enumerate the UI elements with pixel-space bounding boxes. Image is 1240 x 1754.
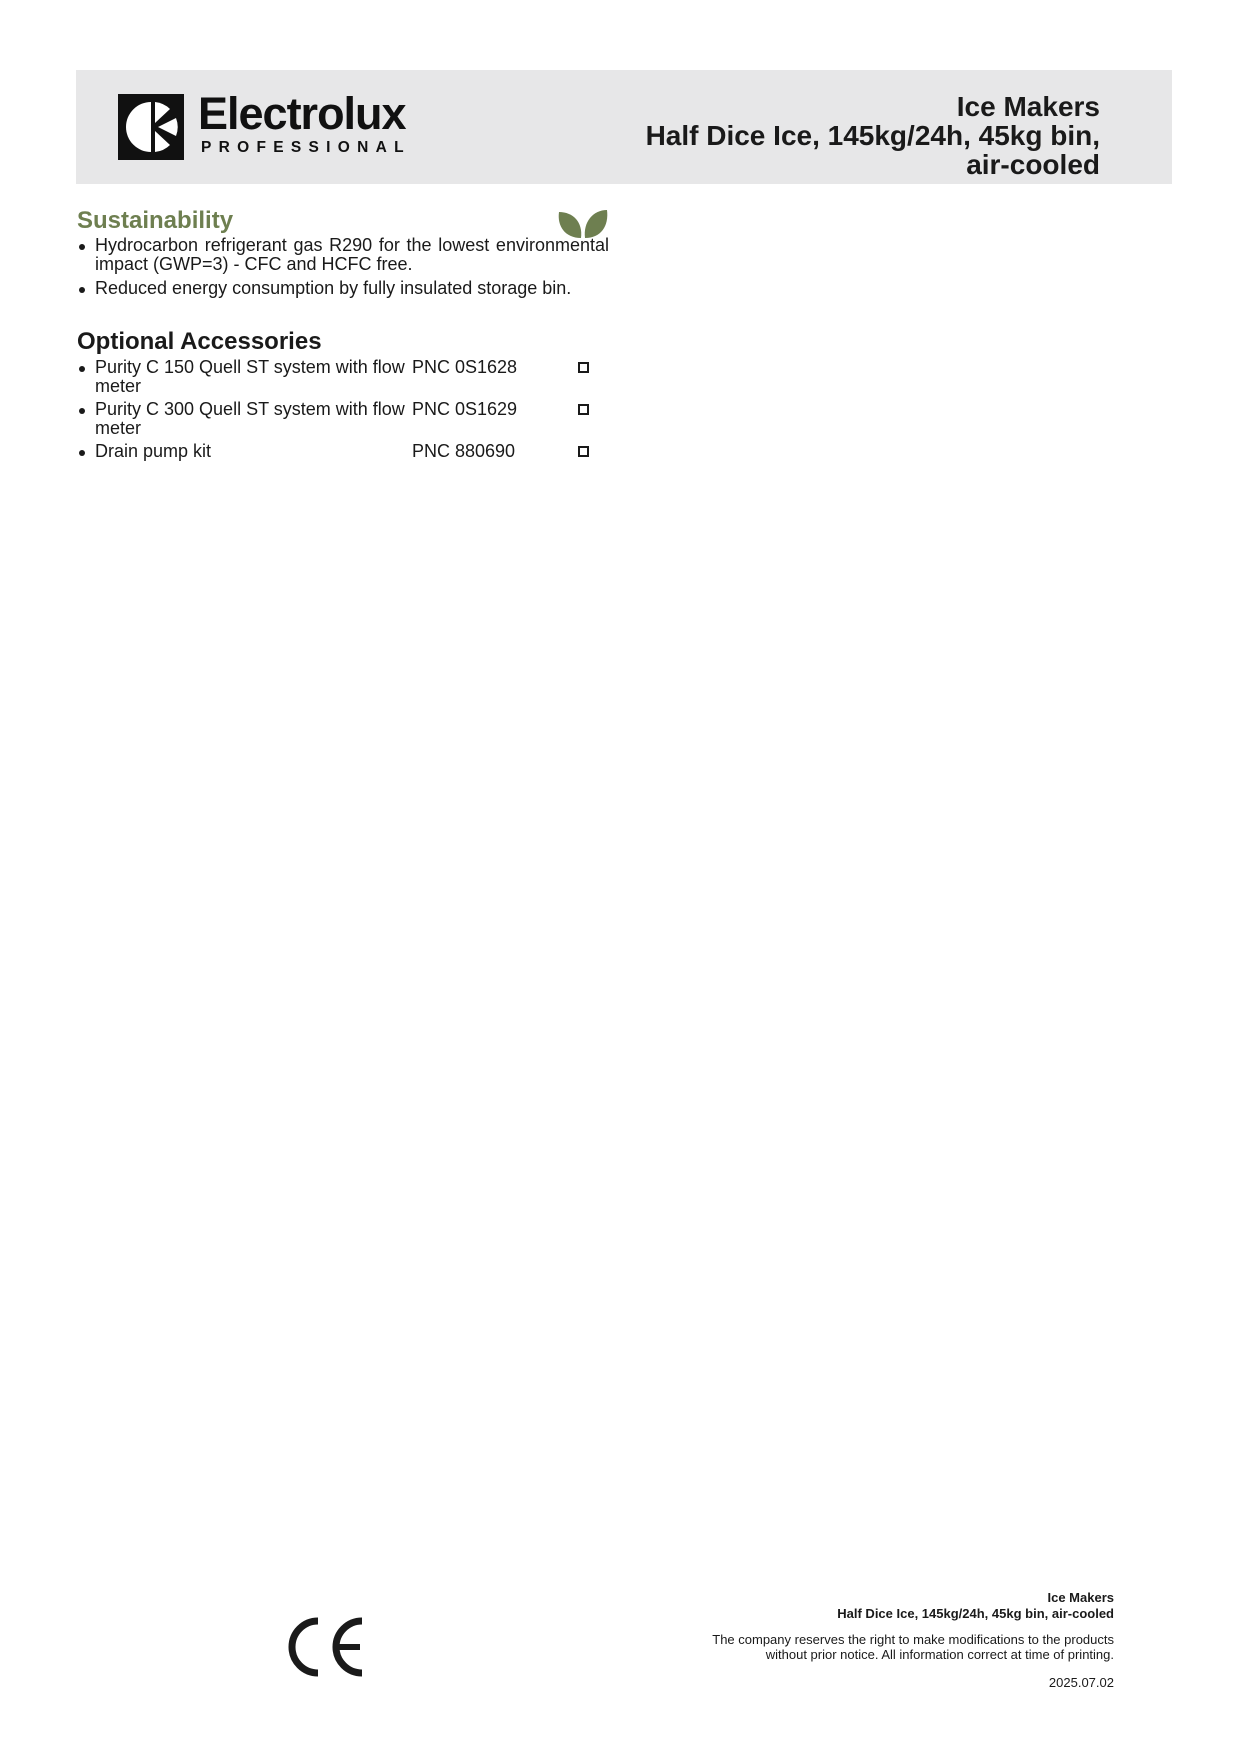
accessory-pnc: PNC 0S1628 xyxy=(412,357,518,377)
bullet-icon xyxy=(79,450,85,456)
checkbox-icon[interactable] xyxy=(578,362,589,373)
accessory-pnc: PNC 0S1629 xyxy=(412,399,518,419)
accessories-section xyxy=(77,326,609,465)
sustainability-list xyxy=(77,236,609,298)
footer-category: Ice Makers xyxy=(1047,1590,1114,1605)
title-product-line2: air-cooled xyxy=(966,149,1100,180)
accessory-pnc: PNC 880690 xyxy=(412,441,516,461)
list-item: Hydrocarbon refrigerant gas R290 for the lowest environmental impact (GWP=3) - CFC and HCFC free. xyxy=(77,236,609,274)
brand-name: Electrolux xyxy=(198,88,406,139)
electrolux-logo-icon xyxy=(118,94,184,160)
accessory-name: Purity C 300 Quell ST system with flow meter xyxy=(95,399,405,438)
list-item: Reduced energy consumption by fully insulated storage bin. xyxy=(77,279,609,298)
accessory-row xyxy=(77,442,609,461)
checkbox-icon[interactable] xyxy=(578,446,589,457)
accessory-name: Purity C 150 Quell ST system with flow meter xyxy=(95,357,405,396)
ce-mark-icon xyxy=(284,1617,366,1682)
page-title xyxy=(646,92,1100,179)
bullet-icon xyxy=(79,366,85,372)
accessories-title: Optional Accessories xyxy=(77,328,322,355)
header-band xyxy=(76,70,1172,184)
title-product-line1: Half Dice Ice, 145kg/24h, 45kg bin, xyxy=(645,120,1100,151)
footer-disclaimer xyxy=(712,1632,1114,1662)
bullet-icon xyxy=(79,408,85,414)
accessory-row xyxy=(77,400,609,438)
footer xyxy=(712,1590,1114,1690)
footer-disclaimer-line2: without prior notice. All information correct at time of printing. xyxy=(765,1647,1114,1662)
checkbox-icon[interactable] xyxy=(578,404,589,415)
accessory-row xyxy=(77,358,609,396)
brand-subtitle: PROFESSIONAL xyxy=(201,139,411,156)
sustainability-section xyxy=(77,206,609,303)
accessory-name: Drain pump kit xyxy=(95,441,212,461)
footer-product: Half Dice Ice, 145kg/24h, 45kg bin, air-cooled xyxy=(837,1606,1114,1621)
sustainability-title: Sustainability xyxy=(77,207,234,234)
footer-disclaimer-line1: The company reserves the right to make modifications to the products xyxy=(712,1632,1114,1647)
title-category: Ice Makers xyxy=(956,91,1100,122)
footer-date: 2025.07.02 xyxy=(1048,1675,1114,1690)
